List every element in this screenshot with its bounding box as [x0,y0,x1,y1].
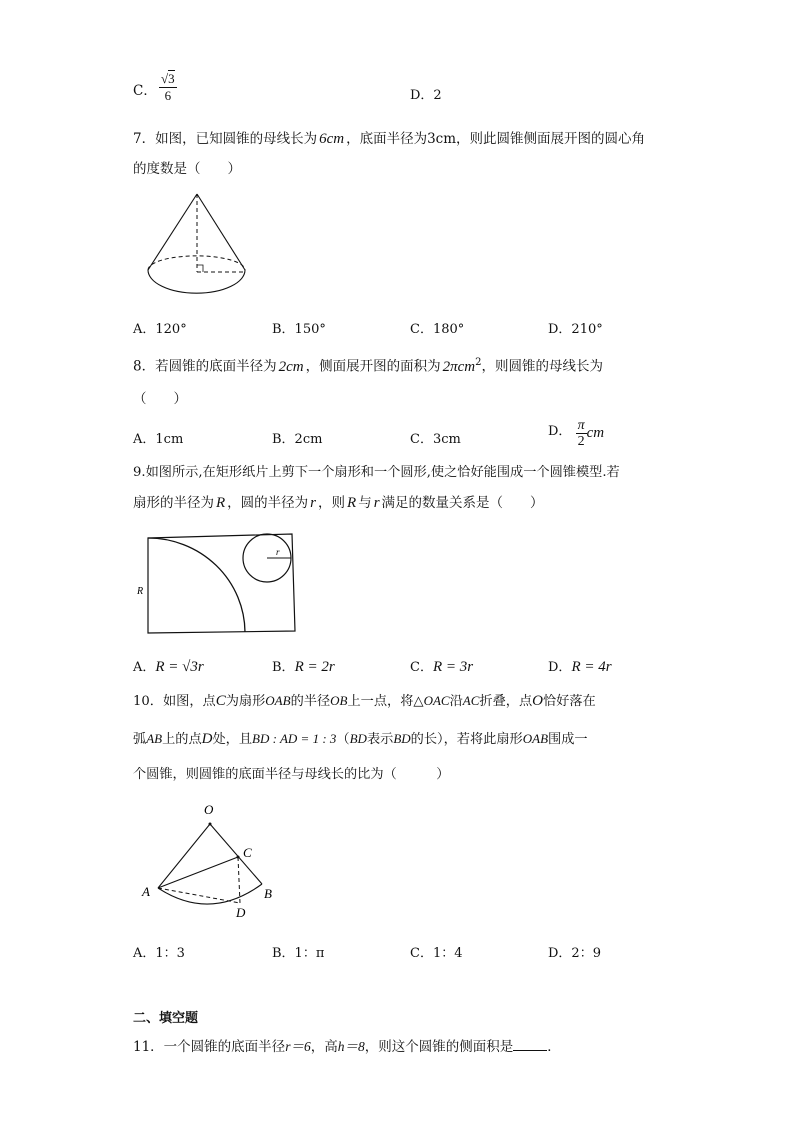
q7-cone-figure [145,192,255,302]
q6-option-c-label: C． [133,83,157,99]
q7-option-b: B．150° [272,322,326,337]
label-B: B [264,886,272,901]
q7-question-line2: 的度数是（ ） [133,161,241,177]
segment-CD [238,857,240,903]
q11-question: 11．一个圆锥的底面半径r＝6，高h＝8，则这个圆锥的侧面积是 ． [133,1039,561,1055]
q9-rectangle-figure [135,530,305,640]
arc-bd-notation-2: BD [393,731,411,746]
paper-rectangle [148,534,295,633]
q8-option-b: B．2cm [272,432,323,447]
q8-question-line1: 8．若圆锥的底面半径为 2cm ，侧面展开图的面积为 2πcm$^2$，则圆锥的母线长为 [133,357,603,375]
q6-option-c-denominator: 6 [164,88,172,103]
point-O [209,823,212,826]
q10-question-line1: 10．如图，点C为扇形OAB的半径OB上一点，将△OAC沿AC折叠，点O恰好落在 [133,693,596,709]
q9-option-d: D．R = 4r [548,659,612,675]
cone-right-edge [197,194,245,270]
q8-question-line2: （ ） [133,391,187,407]
cone-left-edge [148,194,197,270]
label-A: A [142,884,150,899]
q7-option-c: C．180° [410,322,465,337]
sector-arc [148,538,245,632]
point-C [237,856,240,859]
q6-option-c-fraction: √3 6 [161,71,175,103]
q9-option-a: A．R = √3r [133,659,204,675]
q10-option-b: B．1：π [272,946,325,961]
arc-bd-notation: BD [349,731,367,746]
fig-label-R: R [137,586,144,597]
q9-question-line1: 9.如图所示,在矩形纸片上剪下一个扇形和一个圆形,使之恰好能围成一个圆锥模型.若 [133,465,620,480]
label-O: O [204,802,214,817]
q10-option-c: C．1：4 [410,946,463,961]
q8-option-d-fraction: $\frac{\pi}{2}$ [577,418,585,449]
q7-option-a: A．120° [133,322,187,337]
q6-option-c [133,74,157,99]
q6-option-d: D．2 [410,88,442,103]
q10-question-line2: 弧AB上的点D处，且BD : AD = 1 : 3（BD表示BD的长），若将此扇形OAB围成一 [133,731,588,747]
arc-ratio-expression: BD : AD = 1 : 3 [252,731,337,746]
fig-label-r: r [276,547,280,557]
q8-option-d: D． $\frac{\pi}{2}$ cm [548,418,605,449]
q10-option-a: A．1：3 [133,946,185,961]
label-D: D [236,905,246,920]
q7-question-line1: 7．如图，已知圆锥的母线长为 6cm ，底面半径为3cm，则此圆锥侧面展开图的圆心角 [133,131,646,147]
segment-OB [210,824,262,884]
q8-option-c: C．3cm [410,432,461,447]
q9-option-c: C．R = 3r [410,659,474,675]
section-title-fill-in: 二、填空题 [133,1011,199,1026]
q10-option-d: D．2：9 [548,946,601,961]
q9-option-b: B．R = 2r [272,659,335,675]
sqrt-icon: √ [161,71,169,86]
label-C: C [243,845,252,860]
q9-question-line2: 扇形的半径为 R ，圆的半径为 r ，则 R 与 r 满足的数量关系是（ ） [133,495,544,511]
q8-option-a: A．1cm [133,432,184,447]
q7-option-d: D．210° [548,322,603,337]
q10-question-line3: 个圆锥，则圆锥的底面半径与母线长的比为（ ） [133,767,450,782]
right-angle-mark [197,265,203,272]
cone-base-front [148,270,245,293]
arc-AB [158,884,262,904]
q10-sector-figure [140,800,290,930]
answer-blank[interactable] [513,1038,547,1051]
